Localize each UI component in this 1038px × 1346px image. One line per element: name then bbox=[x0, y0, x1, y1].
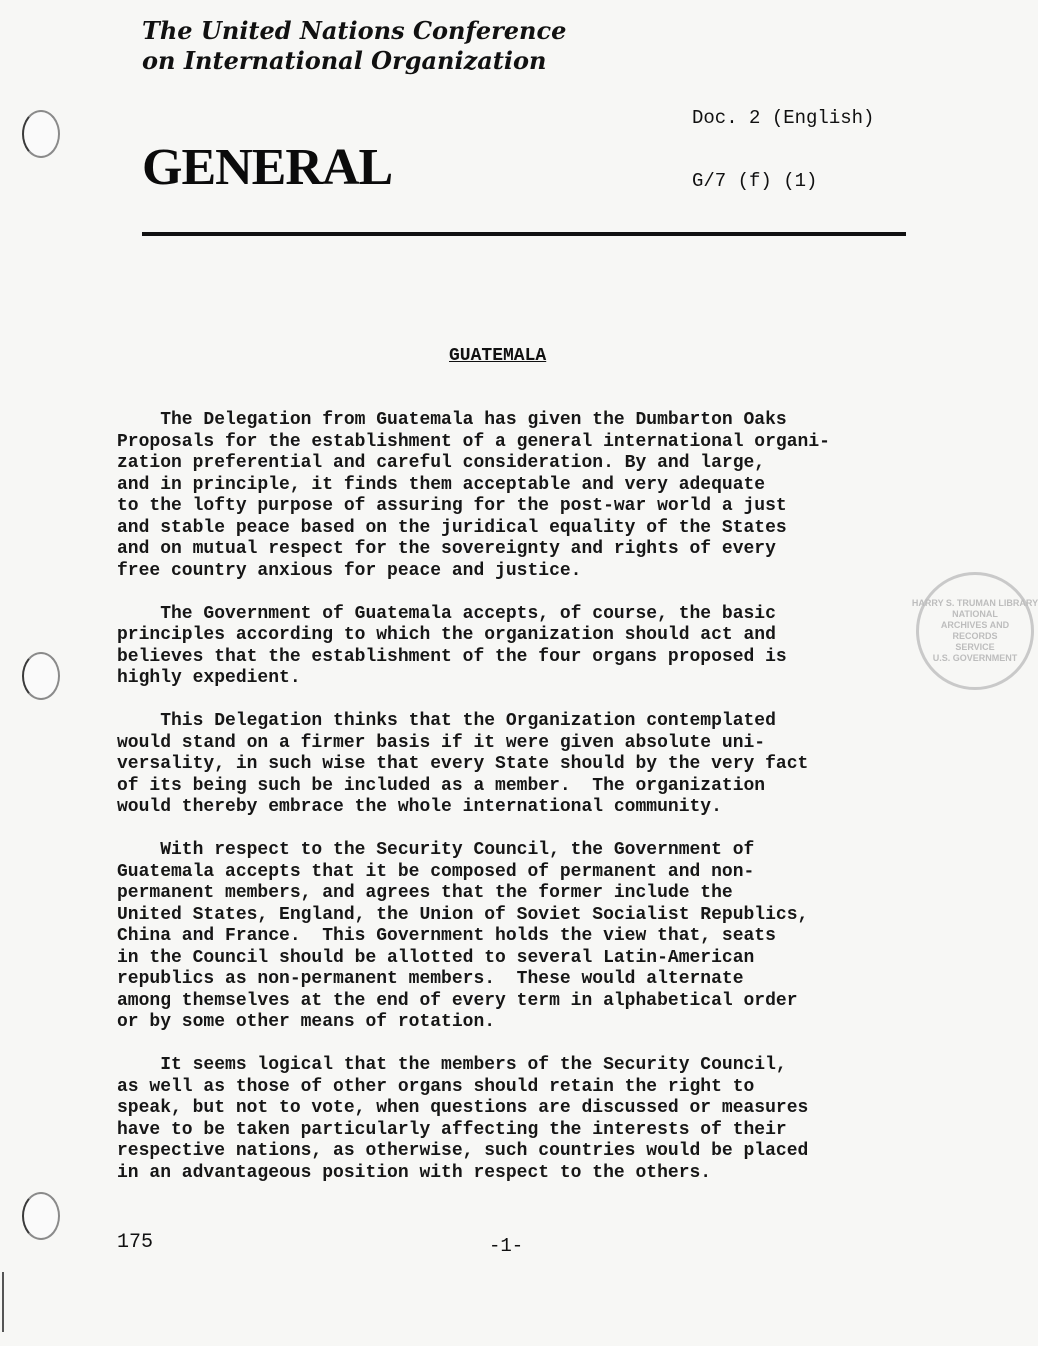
text-line: principles according to which the organization should act and bbox=[117, 625, 776, 645]
text-line: zation preferential and careful consideration. By and large, bbox=[117, 453, 766, 473]
text-line: and on mutual respect for the sovereignty and rights of every bbox=[117, 539, 776, 559]
text-line: would stand on a firmer basis if it were given absolute uni- bbox=[117, 732, 766, 753]
text-line: China and France. This Government holds the view that, seats bbox=[117, 926, 776, 946]
text-line: among themselves at the end of every term in alphabetical order bbox=[117, 990, 798, 1011]
text-line: The Delegation from Guatemala has given the Dumbarton Oaks bbox=[117, 410, 787, 430]
paragraph bbox=[117, 410, 977, 582]
paragraph bbox=[117, 604, 977, 690]
text-line: This Delegation thinks that the Organization contemplated bbox=[117, 711, 776, 731]
page-edge-mark bbox=[2, 1272, 4, 1332]
paragraph bbox=[117, 840, 977, 1034]
text-line: speak, but not to vote, when questions are discussed or measures bbox=[117, 1098, 809, 1118]
text-line: or by some other means of rotation. bbox=[117, 1012, 496, 1032]
general-banner: GENERAL bbox=[142, 139, 393, 196]
text-line: Guatemala accepts that it be composed of permanent and non- bbox=[117, 861, 755, 882]
text-line: and in principle, it finds them acceptable and very adequate bbox=[117, 474, 766, 495]
text-line: The Government of Guatemala accepts, of course, the basic bbox=[117, 603, 776, 624]
text-line: free country anxious for peace and justice. bbox=[117, 560, 582, 581]
text-line: highly expedient. bbox=[117, 668, 301, 688]
section-heading: GUATEMALA bbox=[449, 346, 547, 366]
text-line: It seems logical that the members of the Security Council, bbox=[117, 1055, 787, 1075]
conference-title-line: on International Organization bbox=[142, 46, 547, 75]
punch-hole-middle bbox=[22, 652, 60, 700]
punch-hole-bottom bbox=[22, 1192, 60, 1240]
paragraph bbox=[117, 1055, 977, 1184]
text-line: would thereby embrace the whole international community. bbox=[117, 797, 722, 817]
text-line: respective nations, as otherwise, such countries would be placed bbox=[117, 1141, 809, 1161]
text-line: of its being such be included as a member. The organization bbox=[117, 775, 766, 796]
text-line: in the Council should be allotted to several Latin-American bbox=[117, 947, 755, 968]
text-line: in an advantageous position with respect to the others. bbox=[117, 1162, 712, 1183]
paragraph bbox=[117, 711, 977, 819]
header-rule bbox=[142, 232, 906, 236]
file-number: 175 bbox=[117, 1231, 154, 1254]
text-line: With respect to the Security Council, the Government of bbox=[117, 840, 755, 860]
text-line: versality, in such wise that every State should by the very fact bbox=[117, 754, 809, 774]
archive-stamp: HARRY S. TRUMAN LIBRARY NATIONAL ARCHIVES AND RECORDS SERVICE U.S. GOVERNMENT bbox=[916, 572, 1034, 690]
text-line: Proposals for the establishment of a general international organi- bbox=[117, 431, 830, 452]
text-line: have to be taken particularly affecting the interests of their bbox=[117, 1119, 787, 1140]
text-line: believes that the establishment of the four organs proposed is bbox=[117, 646, 787, 667]
text-line: as well as those of other organs should retain the right to bbox=[117, 1076, 755, 1097]
page-number: -1- bbox=[489, 1235, 524, 1257]
doc-code: G/7 (f) (1) bbox=[692, 170, 818, 192]
document-reference bbox=[692, 66, 874, 213]
text-line: to the lofty purpose of assuring for the post-war world a just bbox=[117, 496, 787, 516]
conference-title bbox=[142, 16, 566, 76]
document-body bbox=[117, 410, 977, 1206]
text-line: United States, England, the Union of Soviet Socialist Republics, bbox=[117, 904, 809, 925]
doc-number: Doc. 2 (English) bbox=[692, 107, 875, 129]
text-line: republics as non-permanent members. These would alternate bbox=[117, 969, 744, 989]
text-line: permanent members, and agrees that the former include the bbox=[117, 883, 733, 903]
punch-hole-top bbox=[22, 110, 60, 158]
text-line: and stable peace based on the juridical equality of the States bbox=[117, 517, 787, 538]
conference-title-line: The United Nations Conference bbox=[142, 16, 567, 45]
